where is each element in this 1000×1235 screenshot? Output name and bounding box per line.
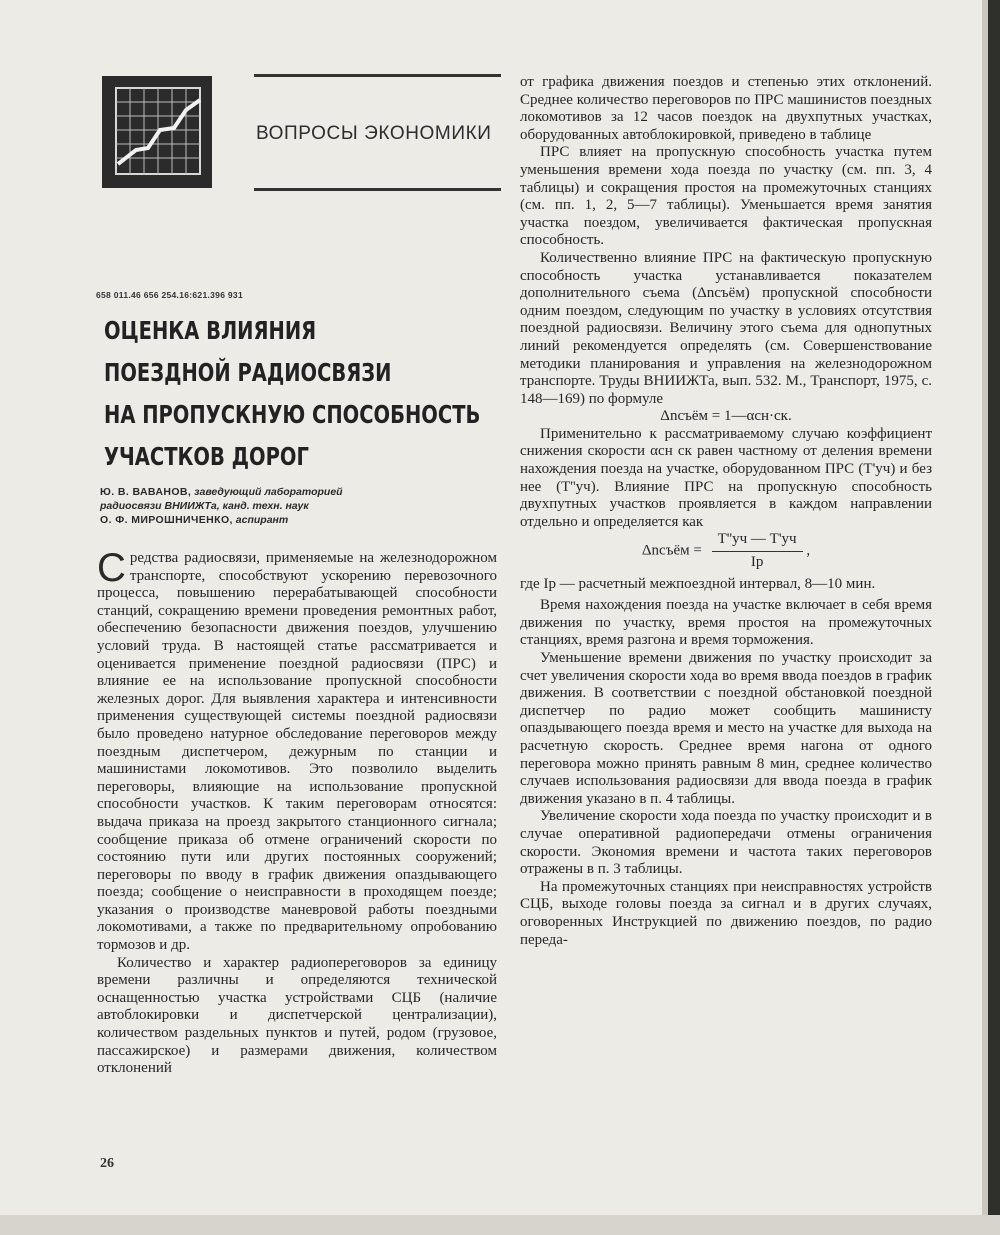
author-name: О. Ф. МИРОШНИЧЕНКО, — [100, 514, 233, 526]
formula-1: Δnсъём = 1—αсн·ск. — [660, 408, 792, 425]
paragraph: Уменьшение времени движения по участку происходит за счет увеличения скорости хода во время ввода поездов в график движения. В соответствии с поездной обстановкой поездной диспетчер по радио может сообщить машинисту опаздывающего поезда время и место на участке для выхода на расчетную скорость. Среднее время нагона от одного переговора можно принять равным 8 мин, среднее количество случаев использования радиосвязи для ввода поезда в график движения указано в п. 4 таблицы. — [520, 650, 932, 807]
fraction-numerator: T''уч — T'уч — [712, 531, 803, 552]
paragraph: Средства радиосвязи, применяемые на железнодорожном транспорте, способствуют ускорению перевозочного процесса, повышению перерабатывающей способности станций, сокращению времени проведения ремонтных работ, обеспечению безопасности движения поездов, улучшению условий труда. В настоящей статье рассматривается и оценивается применение поездной радиосвязи (ПРС) и влияние ее на использование пропускной способности железных дорог. Для выявления характера и интенсивности применения существующей системы поездной радиосвязи было проведено натурное обследование переговоров между поездным диспетчером, дежурным по станции и машинистами локомотивов. Это позволило выделить переговоры, влияющие на использование пропускной способности участков. К таким переговорам относятся: выдача приказа на проезд закрытого станционного сигнала; сообщение приказа об отмене ограничений скорости по состоянию пути или других постоянных сооружений; переговоры по вводу в график движения опаздывающего поезда; сообщение о неисправности в проходящем поезде; указания о производстве маневровой работы поездными локомотивами, а также по предварительному опробованию тормозов и др. — [97, 546, 497, 954]
right-column — [520, 74, 932, 949]
paragraph: ПРС влияет на пропускную способность участка путем уменьшения времени хода поезда по участку (см. пп. 3, 4 таблицы) и сокращения простоя на промежуточных станциях (см. пп. 1, 2, 5—7 таблицы). Уменьшается время занятия участка поездом, увеличивается фактическая пропускная способность. — [520, 144, 932, 249]
title-line: НА ПРОПУСКНУЮ СПОСОБНОСТЬ — [104, 400, 481, 429]
author-role: аспирант — [232, 514, 289, 526]
paragraph: Увеличение скорости хода поезда по участку происходит и в случае оперативной радиопередачи отмены ограничения скорости. Экономия времени и частота таких переговоров отражены в п. 3 таблицы. — [520, 808, 932, 878]
udc-code: 658 011.46 656 254.16:621.396 931 — [96, 290, 243, 300]
paragraph: Количественно влияние ПРС на фактическую пропускную способность участка устанавливается показателем дополнительного съема (Δnсъём) пропускной способности одним поездом, следующим по участку в условиях отсутствия поездной радиосвязи. Величину этого съема для однопутных линий рекомендуется определять (см. Совершенствование методики планирования и управления на железнодорожном транспорте. Труды ВНИИЖТа, вып. 532. М., Транспорт, 1975, с. 148—169) по формуле — [520, 249, 932, 407]
formula-lhs: Δnсъём = — [641, 542, 702, 559]
formula-legend: где Iр — расчетный межпоездной интервал, 8—10 мин. — [520, 575, 876, 592]
paragraph: Количество и характер радиопереговоров за единицу времени различны и определяются технической оснащенностью участка устройствами СЦБ (наличие автоблокировки и диспетчерской централизации), количеством раздельных пунктов и путей, родом (грузовое, пассажирское) и размерами движения, количеством отклонений — [97, 954, 497, 1077]
paragraph: от графика движения поездов и степенью этих отклонений. Среднее количество переговоров по ПРС машинистов поездных локомотивов за 12 часов поездок на двухпутных участках, оборудованных автоблокировкой, приведено в таблице — [520, 74, 932, 143]
fraction — [712, 531, 803, 571]
page-number: 26 — [100, 1156, 114, 1171]
paragraph: Применительно к рассматриваемому случаю коэффициент снижения скорости αсн ск равен частному от деления времени нахождения поезда на участке, оборудованном ПРС (T'уч) и без нее (T''уч). Влияние ПРС на пропускную способность двухпутных участков проявляется в каждом направлении отдельно и определяется как — [520, 425, 932, 530]
paragraph: На промежуточных станциях при неисправностях устройств СЦБ, выходе головы поезда за сигнал и в других случаях, оговоренных Инструкцией по движению поездов, по радио переда- — [520, 878, 932, 948]
growth-chart-icon — [102, 76, 212, 188]
title-line: ОЦЕНКА ВЛИЯНИЯ — [104, 316, 317, 345]
section-title: ВОПРОСЫ ЭКОНОМИКИ — [256, 123, 492, 144]
left-column — [97, 546, 497, 1078]
header-rule-top — [254, 74, 501, 77]
title-line: УЧАСТКОВ ДОРОГ — [104, 442, 309, 471]
paragraph: Время нахождения поезда на участке включает в себя время движения по участку, время простоя на промежуточных станциях, время разгона и время торможения. — [520, 597, 932, 649]
author-byline — [100, 485, 500, 527]
article-title — [104, 310, 481, 478]
author-role: заведующий лабораторией — [191, 486, 343, 498]
scan-bottom-band — [0, 1215, 1000, 1235]
formula-2: Δnсъём = $\frac{T''уч — T'уч}{Iр}$ , — [641, 531, 811, 571]
page-edge-shadow — [988, 0, 1000, 1235]
drop-cap: С — [97, 546, 126, 590]
author-name: Ю. В. ВАВАНОВ, — [100, 486, 192, 498]
header-rule-bottom — [254, 188, 501, 191]
fraction-denominator: Iр — [750, 554, 764, 571]
title-line: ПОЕЗДНОЙ РАДИОСВЯЗИ — [104, 358, 392, 387]
author-role: радиосвязи ВНИИЖТа, канд. техн. наук — [100, 500, 309, 512]
